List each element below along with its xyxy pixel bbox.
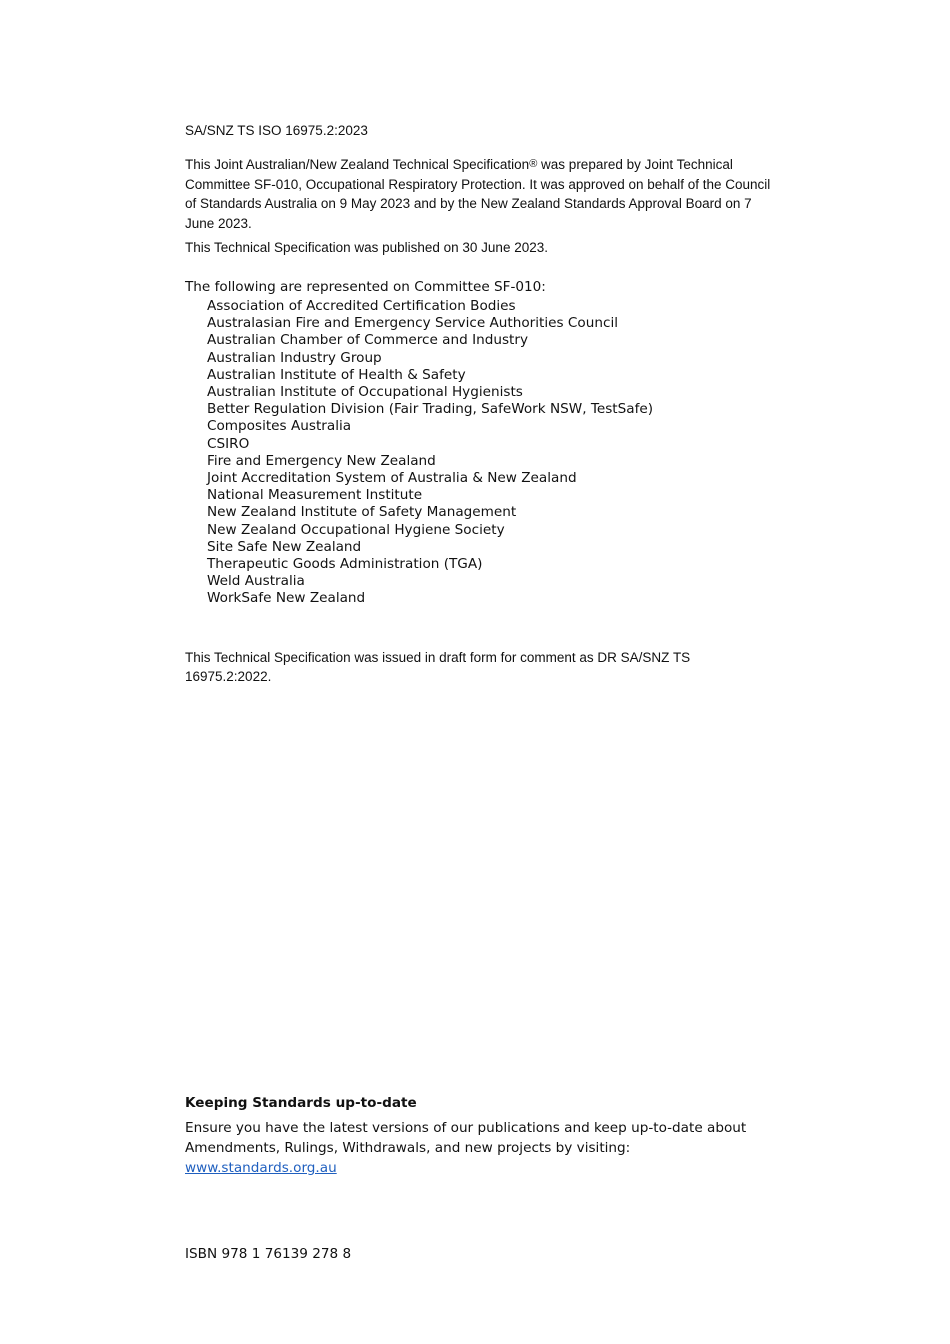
- committee-member: Therapeutic Goods Administration (TGA): [207, 556, 483, 573]
- committee-member: CSIRO: [207, 435, 250, 452]
- committee-member: Australian Industry Group: [207, 349, 382, 366]
- committee-member: Better Regulation Division (Fair Trading, SafeWork NSW, TestSafe): [207, 401, 654, 418]
- keeping-standards-paragraph: [185, 1118, 785, 1178]
- committee-member: Joint Accreditation System of Australia & New Zealand: [207, 470, 577, 487]
- committee-member: New Zealand Occupational Hygiene Society: [207, 521, 505, 538]
- standards-website-link[interactable]: www.standards.org.au: [185, 1160, 337, 1176]
- committee-member: Association of Accredited Certification Bodies: [207, 298, 516, 314]
- isbn-number: ISBN 978 1 76139 278 8: [185, 1246, 352, 1262]
- committee-member: Australian Institute of Health & Safety: [207, 366, 466, 383]
- draft-note-paragraph: This Technical Specification was issued in draft form for comment as DR SA/SNZ TS 16975.2:2022.: [185, 650, 691, 684]
- committee-member: WorkSafe New Zealand: [207, 590, 366, 607]
- preparation-text-end: was prepared by Joint Technical Committee SF-010, Occupational Respiratory Protection. It was approved on behalf of the Council of Standards Australia on 9 May 2023 and by the New Zealand Standards Approval Board on 7 June 2023.: [185, 157, 771, 231]
- committee-member: New Zealand Institute of Safety Management: [207, 504, 517, 521]
- committee-member: Fire and Emergency New Zealand: [207, 452, 436, 469]
- committee-member: Composites Australia: [207, 418, 352, 435]
- committee-member: Australian Institute of Occupational Hygienists: [207, 384, 523, 401]
- preparation-text-start: This Joint Australian/New Zealand Technical Specification: [185, 157, 530, 172]
- committee-member: National Measurement Institute: [207, 487, 423, 504]
- committee-member: Site Safe New Zealand: [207, 538, 362, 555]
- committee-member-list: [207, 298, 653, 608]
- committee-member: Australian Chamber of Commerce and Industry: [207, 332, 528, 349]
- committee-member: Australasian Fire and Emergency Service Authorities Council: [207, 315, 618, 332]
- registered-mark: ®: [529, 158, 538, 170]
- keeping-standards-heading: Keeping Standards up-to-date: [185, 1095, 417, 1111]
- document-identifier: SA/SNZ TS ISO 16975.2:2023: [185, 123, 368, 138]
- preparation-paragraph: [185, 155, 775, 233]
- committee-heading: The following are represented on Committee SF-010:: [185, 279, 546, 295]
- publication-paragraph: This Technical Specification was published on 30 June 2023.: [185, 240, 548, 255]
- committee-member: Weld Australia: [207, 573, 305, 590]
- keeping-standards-text: Ensure you have the latest versions of our publications and keep up-to-date about Amendments, Rulings, Withdrawals, and new projects by visiting:: [185, 1120, 747, 1156]
